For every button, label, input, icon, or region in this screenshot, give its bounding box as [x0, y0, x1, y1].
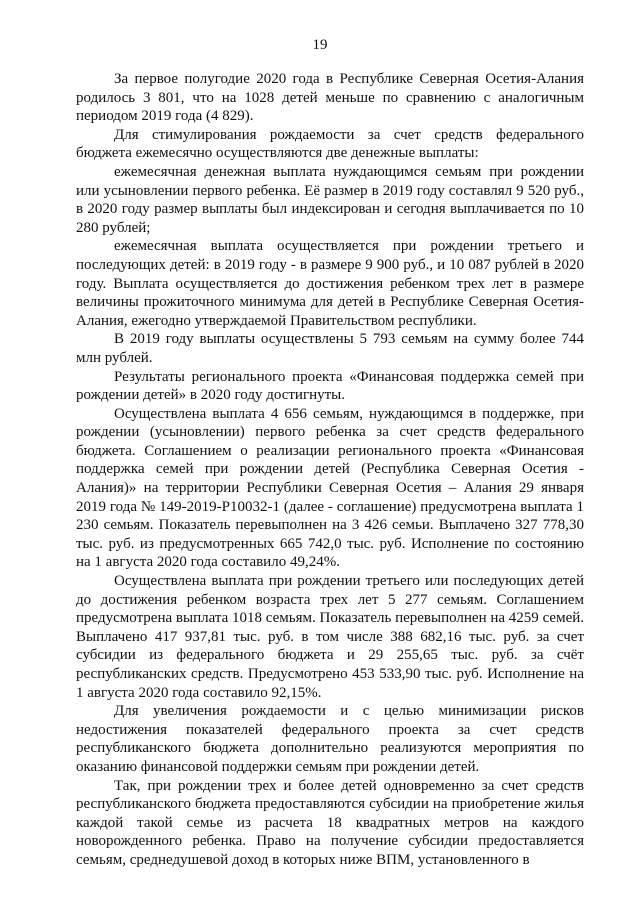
- page-number: 19: [312, 37, 328, 53]
- paragraph: Для увеличения рождаемости и с целью минимизации рисков недостижения показателей федерального проекта за счет средств республиканского бюджета дополнительно реализуются мероприятия по оказанию финансовой поддержки семьям при рождении детей.: [76, 703, 584, 775]
- paragraph: ежемесячная денежная выплата нуждающимся семьям при рождении или усыновлении первого ребенка. Её размер в 2019 году составлял 9 520 руб., в 2020 году размер выплаты был индексирован и сегодня выплачивается по 10 280 рублей;: [76, 163, 584, 236]
- paragraph: В 2019 году выплаты осуществлены 5 793 семьям на сумму более 744 млн рублей.: [76, 331, 584, 366]
- paragraph: ежемесячная выплата осуществляется при рождении третьего и последующих детей: в 2019 году - в размере 9 900 руб., и 10 087 рублей в 2020 году. Выплата осуществляется до достижения ребенком трех лет в размере величины прожиточного минимума для детей в Республике Северная Осетия-Алания, ежегодно утверждаемой Правительством республики.: [76, 238, 584, 329]
- paragraph: Так, при рождении трех и более детей одновременно за счет средств республиканского бюджета предоставляются субсидии на приобретение жилья каждой такой семье из расчета 18 квадратных метров на каждого новорожденного ребенка. Право на получение субсидии предоставляется семьям, среднедушевой доход в которых ниже ВПМ, установленного в: [76, 777, 584, 868]
- paragraph: Результаты регионального проекта «Финансовая поддержка семей при рождении детей» в 2020 году достигнуты.: [76, 368, 584, 404]
- paragraph: Осуществлена выплата при рождении третьего или последующих детей до достижения ребенком возраста трех лет 5 277 семьям. Соглашением предусмотрена выплата 1018 семьям. Показатель перевыполнен на 4259 семей. Выплачено 417 937,81 тыс. руб. в том числе 388 682,16 тыс. руб. за счет субсидии из федерального бюджета и 29 255,65 тыс. руб. за счёт республиканских средств. Предусмотрено 453 533,90 тыс. руб. Исполнение на 1 августа 2020 года составило 92,15%.: [76, 573, 584, 701]
- paragraph: Для стимулирования рождаемости за счет средств федерального бюджета ежемесячно осуществляются две денежные выплаты:: [76, 126, 584, 162]
- paragraph: За первое полугодие 2020 года в Республике Северная Осетия-Алания родилось 3 801, что на 1028 детей меньше по сравнению с аналогичным периодом 2019 года (4 829).: [76, 71, 584, 125]
- document-body: [76, 70, 584, 870]
- paragraph: Осуществлена выплата 4 656 семьям, нуждающимся в поддержке, при рождении (усыновлении) первого ребенка за счет средств федерального бюджета. Соглашением о реализации регионального проекта «Финансовая поддержка семей при рождении детей (Республика Северная Осетия - Алания)» на территории Республики Северная Осетия – Алания 29 января 2019 года № 149-2019-Р10032-1 (далее - соглашение) предусмотрена выплата 1 230 семьям. Показатель перевыполнен на 3 426 семьи. Выплачено 327 778,30 тыс. руб. из предусмотренных 665 742,0 тыс. руб. Исполнение по состоянию на 1 августа 2020 года составило 49,24%.: [76, 405, 584, 571]
